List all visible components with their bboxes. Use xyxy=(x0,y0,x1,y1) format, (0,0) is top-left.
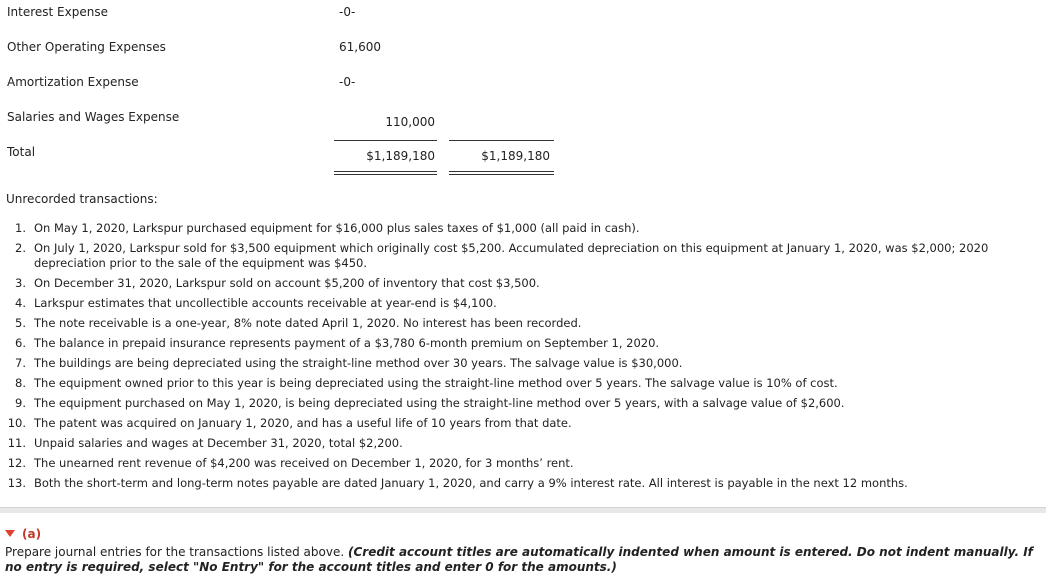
item-text: The note receivable is a one-year, 8% note dated April 1, 2020. No interest has been recorded. xyxy=(34,316,582,330)
item-text: The balance in prepaid insurance represents payment of a $3,780 6-month premium on September 1, 2020. xyxy=(34,336,660,350)
list-item xyxy=(0,296,1040,311)
item-text: Unpaid salaries and wages at December 31, 2020, total $2,200. xyxy=(34,436,403,450)
account-label: Other Operating Expenses xyxy=(7,40,166,54)
instruction-text: Prepare journal entries for the transactions listed above. xyxy=(5,545,348,559)
item-number: 12. xyxy=(7,456,26,470)
item-number: 5. xyxy=(15,316,26,330)
list-item xyxy=(0,436,1040,451)
debit-amount: 61,600 xyxy=(339,40,381,54)
unrecorded-transactions-heading: Unrecorded transactions: xyxy=(6,192,158,206)
item-text: On May 1, 2020, Larkspur purchased equipment for $16,000 plus sales taxes of $1,000 (all paid in cash). xyxy=(34,221,640,235)
item-number: 7. xyxy=(15,356,26,370)
item-text: On December 31, 2020, Larkspur sold on account $5,200 of inventory that cost $3,500. xyxy=(34,276,540,290)
item-number: 4. xyxy=(15,296,26,310)
item-number: 6. xyxy=(15,336,26,350)
item-number: 10. xyxy=(7,416,26,430)
item-text: Both the short-term and long-term notes payable are dated January 1, 2020, and carry a 9% interest rate. All interest is payable in the next 12 months. xyxy=(34,476,908,490)
item-number: 8. xyxy=(15,376,26,390)
total-double-rule-debit xyxy=(334,171,437,175)
item-text: On July 1, 2020, Larkspur sold for $3,500 equipment which originally cost $5,200. Accumulated depreciation on this equipment at January 1, 2020, was $2,000; 2020 depreciation prior to the sale of the equipment was $450. xyxy=(34,241,989,270)
total-credit-amount: $1,189,180 xyxy=(481,149,550,163)
list-item xyxy=(0,376,1040,391)
section-divider xyxy=(0,507,1046,513)
item-number: 9. xyxy=(15,396,26,410)
total-double-rule-credit xyxy=(449,171,554,175)
item-number: 1. xyxy=(15,221,26,235)
list-item xyxy=(0,336,1040,351)
item-number: 3. xyxy=(15,276,26,290)
account-label: Amortization Expense xyxy=(7,75,139,89)
list-item xyxy=(0,356,1040,371)
item-text: The equipment owned prior to this year is being depreciated using the straight-line method over 5 years. The salvage value is 10% of cost. xyxy=(34,376,838,390)
list-item xyxy=(0,396,1040,411)
instruction-emphasis: (Credit account titles are automatically indented when amount is entered. Do not indent manually. If no entry is required, select "No Entry" for the account titles and enter 0 for the amounts.) xyxy=(5,545,1033,574)
unrecorded-transactions-list xyxy=(0,221,1040,496)
item-text: The equipment purchased on May 1, 2020, is being depreciated using the straight-line method over 5 years, with a salvage value of $2,600. xyxy=(34,396,845,410)
item-number: 13. xyxy=(7,476,26,490)
total-label: Total xyxy=(7,145,36,159)
subtotal-rule-credit xyxy=(449,140,554,141)
list-item xyxy=(0,456,1040,471)
list-item xyxy=(0,276,1040,291)
list-item xyxy=(0,316,1040,331)
item-text: The buildings are being depreciated using the straight-line method over 30 years. The salvage value is $30,000. xyxy=(34,356,683,370)
item-text: Larkspur estimates that uncollectible accounts receivable at year-end is $4,100. xyxy=(34,296,497,310)
item-text: The unearned rent revenue of $4,200 was received on December 1, 2020, for 3 months’ rent. xyxy=(34,456,574,470)
account-label: Interest Expense xyxy=(7,5,108,19)
part-a-label: (a) xyxy=(22,527,42,541)
total-debit-amount: $1,189,180 xyxy=(366,149,435,163)
debit-amount: -0- xyxy=(339,5,356,19)
item-number: 11. xyxy=(7,436,26,450)
part-a-toggle[interactable] xyxy=(5,527,41,541)
list-item xyxy=(0,241,1040,271)
part-a-instructions xyxy=(5,545,1041,575)
list-item xyxy=(0,221,1040,236)
account-label: Salaries and Wages Expense xyxy=(7,110,180,124)
list-item xyxy=(0,416,1040,431)
collapse-triangle-icon xyxy=(5,530,15,537)
subtotal-rule-debit xyxy=(334,140,437,141)
item-text: The patent was acquired on January 1, 2020, and has a useful life of 10 years from that date. xyxy=(34,416,572,430)
debit-amount: -0- xyxy=(339,75,356,89)
item-number: 2. xyxy=(15,241,26,255)
debit-amount: 110,000 xyxy=(385,115,435,129)
list-item xyxy=(0,476,1040,491)
